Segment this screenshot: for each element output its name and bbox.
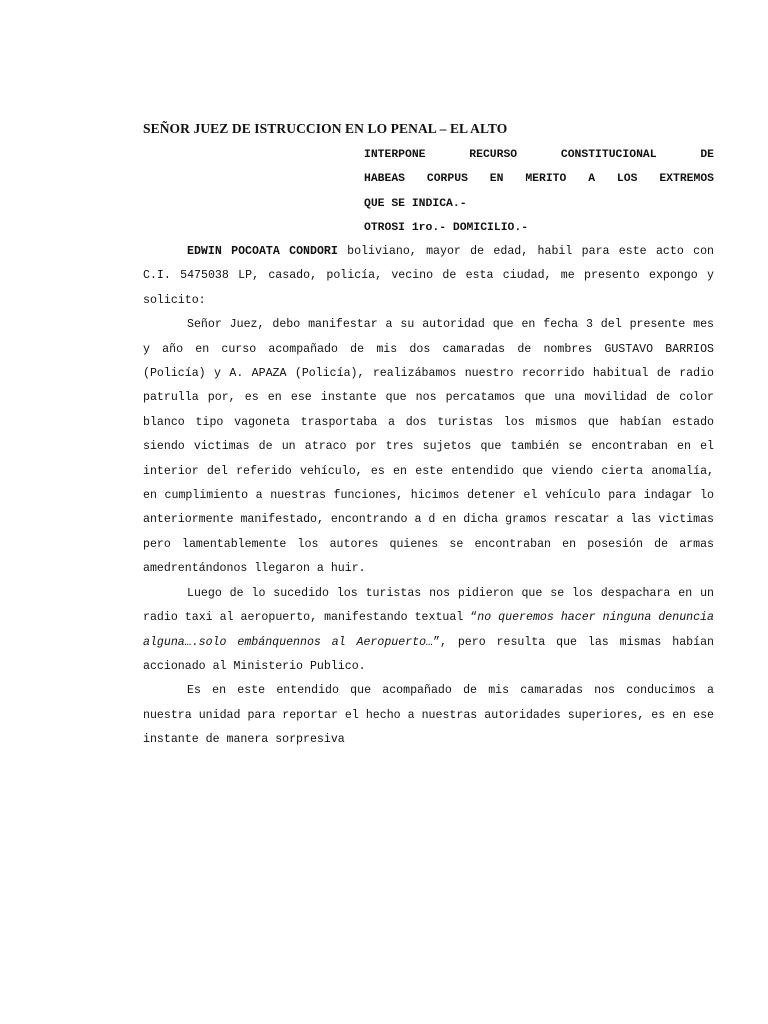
tourist-quote: no queremos hacer ninguna denuncia alguna….solo embánquennos al Aeropuerto… — [143, 611, 714, 649]
paragraph-4: Es en este entendido que acompañado de mis camaradas nos conducimos a nuestra unidad para reportar el hecho a nuestras autoridades superiores, es en ese instante de manera sorpresiva — [143, 684, 714, 747]
paragraph-1-text: boliviano, mayor de edad, habil para este acto con C.I. 5475038 LP, casado, policía, vecino de esta ciudad, me presento expongo y solicito: — [143, 245, 714, 307]
paragraph-3-before: Luego de lo sucedido los turistas nos pidieron que se los despachara en un radio taxi al aeropuerto, manifestando textual “ — [143, 586, 714, 625]
paragraph-3 — [143, 582, 714, 680]
document-summary — [364, 143, 714, 241]
summary-line-2: HABEAS CORPUS EN MERITO A LOS EXTREMOS — [364, 173, 714, 186]
document-body — [143, 240, 714, 753]
paragraph-1 — [143, 240, 714, 313]
paragraph-2: Señor Juez, debo manifestar a su autoridad que en fecha 3 del presente mes y año en curso acompañado de mis dos camaradas de nombres GUSTAVO BARRIOS (Policía) y A. APAZA (Policía), realizábamos nuestro recorrido habitual de radio patrulla por, es en ese instante que nos percatamos que una movilidad de color blanco tipo vagoneta trasportaba a dos turistas los mismos que habían estado siendo victimas de un atraco por tres sujetos que también se encontraban en el interior del referido vehículo, es en este entendido que viendo cierta anomalía, en cumplimiento a nuestras funciones, hicimos detener el vehículo para indagar lo anteriormente manifestado, encontrando a d en dicha gramos rescatar a las victimas pero lamentablemente los autores quienes se encontraban en posesión de armas amedrentándonos llegaron a huir. — [143, 318, 714, 576]
summary-line-4: OTROSI 1ro.- DOMICILIO.- — [364, 222, 529, 235]
summary-line-1: INTERPONE RECURSO CONSTITUCIONAL DE — [364, 149, 714, 161]
summary-line-3: QUE SE INDICA.- — [364, 197, 467, 210]
document-title: SEÑOR JUEZ DE ISTRUCCION EN LO PENAL – EL ALTO — [143, 121, 508, 136]
petitioner-name: EDWIN POCOATA CONDORI — [187, 245, 338, 258]
paragraph-3-after: ”, pero resulta que las mismas habían accionado al Ministerio Publico. — [143, 635, 714, 673]
